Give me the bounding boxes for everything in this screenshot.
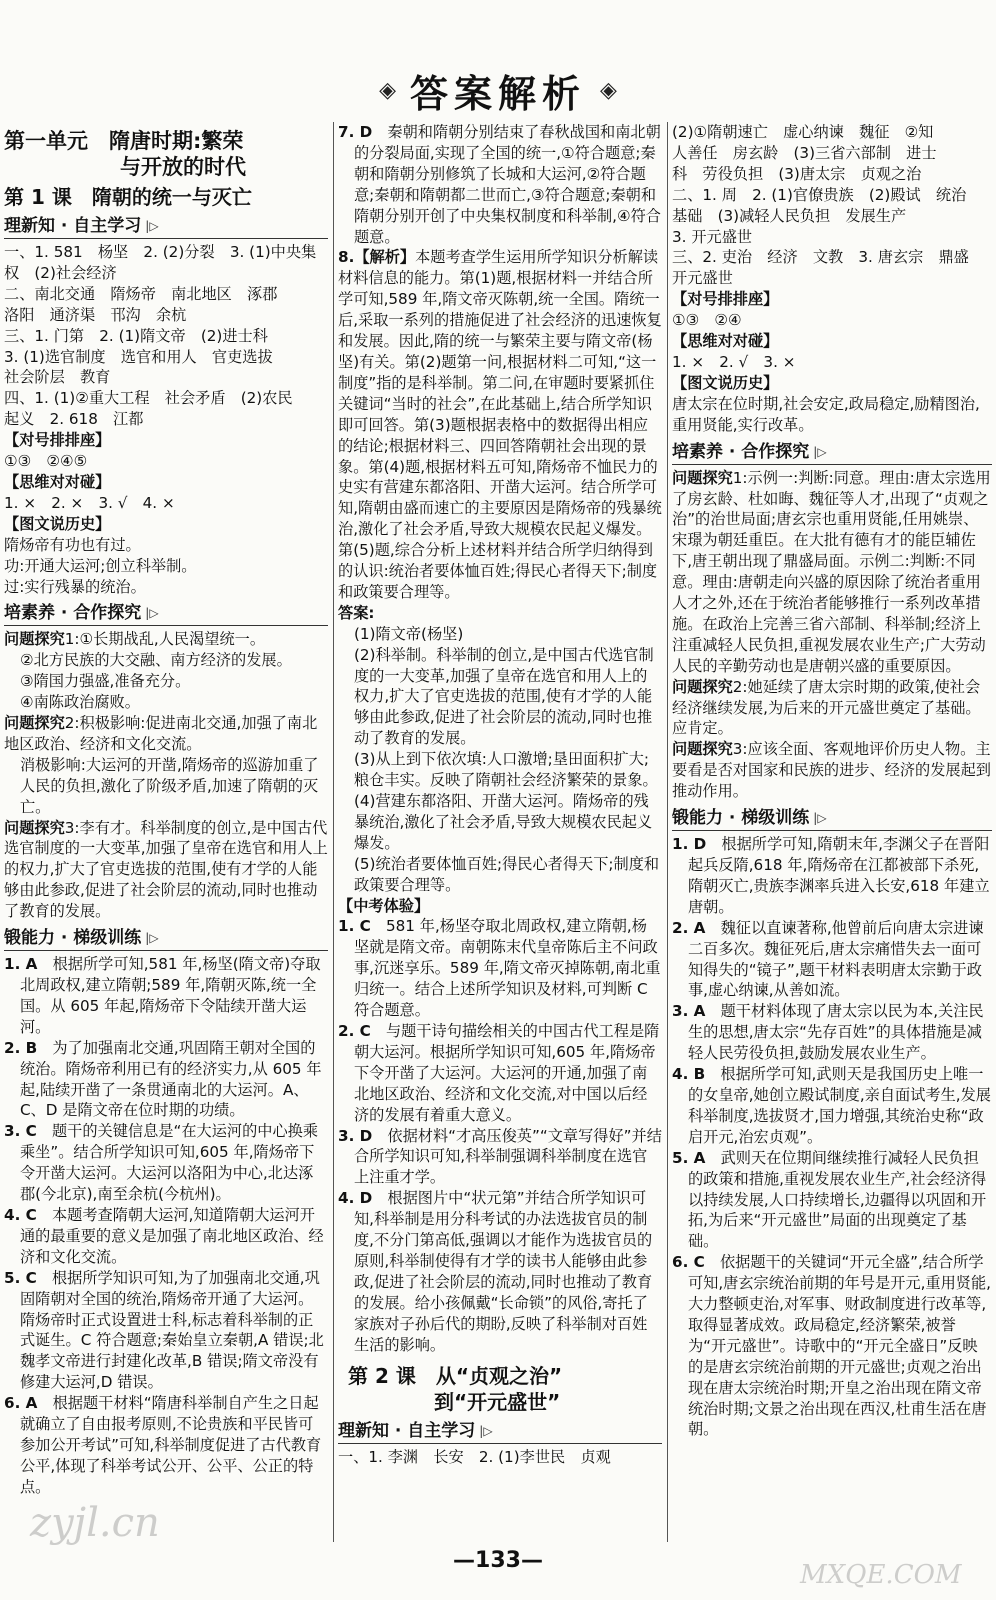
section-heading: 理新知 · 自主学习 |▷ — [338, 1419, 662, 1444]
answer-explanation: 为了加强南北交通,巩固隋王朝对全国的统治。隋炀帝利用已有的经济实力,从 605 年起,陆续开凿了一条贯通南北的大运河。A、C、D 是隋文帝在位时期的功绩。 — [19, 1038, 322, 1120]
text-line: (3)从上到下依次填:人口激增;垦田面积扩大;粮仓丰实。反映了隋朝社会经济繁荣的景象。 — [353, 750, 658, 790]
answer-item — [672, 1252, 992, 1440]
tuwen-answer — [4, 535, 328, 598]
text-line: (1)隋文帝(杨坚) — [353, 624, 464, 643]
answer-list — [338, 122, 662, 247]
tag-duihao: 【对号排排座】 — [672, 290, 779, 309]
inquiry-2: 问题探究2:她延续了唐太宗时期的政策,使社会经济继续发展,为后来的开元盛世奠定了基础。应肯定。 — [672, 677, 981, 738]
answer-key: 5. A — [672, 1148, 721, 1167]
left-ornament: ◈ — [379, 77, 396, 103]
answer-explanation: 根据所学可知,隋朝末年,李渊父子在晋阳起兵反隋,618 年,隋炀帝在江都被部下杀死,隋朝灭亡,贵族李渊率兵进入长安,618 年建立唐朝。 — [687, 835, 990, 916]
answer-item — [4, 1038, 328, 1122]
unit-title: 第一单元 隋唐时期:繁荣 与开放的时代 — [4, 129, 246, 179]
inquiry-1-points — [4, 650, 328, 713]
lesson-title: 第 2 课 从“贞观之治” 到“开元盛世” — [348, 1364, 563, 1415]
watermark-right: MXQE.COM — [800, 1560, 962, 1590]
answer-explanation: 本题考查隋朝大运河,知道隋朝大运河开通的最重要的意义是加强了南北地区政治、经济和文化交流。 — [19, 1205, 324, 1266]
question-8-answers — [338, 624, 662, 896]
answer-explanation: 与题干诗句描绘相关的中国古代工程是隋朝大运河。根据所学知识可知,605 年,隋炀帝下令开凿了大运河。大运河的开通,加强了南北地区政治、经济和文化交流,对中国以后经济的发展有着重大意义。 — [353, 1021, 660, 1124]
tag-duihao: 【对号排排座】 — [4, 431, 111, 450]
answer-explanation: 秦朝和隋朝分别结束了春秋战国和南北朝的分裂局面,实现了全国的统一,①符合题意;秦朝和隋朝分别修筑了长城和大运河,②符合题意;秦朝和隋朝都二世而亡,③符合题意;秦朝和隋朝分别开创了中央集权制度和科举制,④符合题意。 — [353, 123, 661, 246]
tag-siwei: 【思维对对碰】 — [672, 332, 779, 351]
answer-item — [338, 122, 662, 247]
text-line: 社会阶层 教育 — [4, 368, 111, 387]
answer-item — [4, 1393, 328, 1498]
inquiry-1: 问题探究1:①长期战乱,人民渴望统一。 — [4, 630, 266, 649]
answer-key: 5. C — [4, 1268, 52, 1287]
page-title: 答案解析 — [409, 71, 586, 116]
answer-explanation: 根据题干材料“隋唐科举制自产生之日起就确立了自由报考原则,不论贵族和平民皆可参加公开考试”可知,科举制度促进了古代教育公平,体现了科举考试公开、公平、公正的特点。 — [19, 1394, 322, 1496]
inquiry-2: 问题探究2:积极影响:促进南北交通,加强了南北地区政治、经济和文化交流。 — [4, 714, 318, 753]
text-line: 四、1. (1)②重大工程 社会矛盾 (2)农民 — [4, 389, 293, 408]
text-line: ③隋国力强盛,准备充分。 — [19, 672, 191, 691]
answer-explanation: 依据材料“才高压俊英”“文章写得好”并结合所学知识可知,科举制强调科举制度在选官上注重才学。 — [353, 1126, 662, 1187]
text-line: 三、2. 吏治 经济 文教 3. 唐玄宗 鼎盛 — [672, 248, 969, 267]
inquiry-3: 问题探究3:李有才。科举制度的创立,是中国古代选官制度的一大变革,加强了皇帝在选官和用人上的权力,扩大了官吏选拔的范围,使有才学的人能够由此参政,促进了社会阶层的流动,同时也推动了教育的发展。 — [4, 818, 328, 921]
answer-key: 6. C — [672, 1253, 720, 1272]
text-line: 二、南北交通 隋炀帝 南北地区 涿郡 — [4, 284, 278, 303]
text-line: (4)营建东都洛阳、开凿大运河。隋炀帝的残暴统治,激化了社会矛盾,导致大规模农民起义爆发。 — [353, 792, 653, 852]
answer-explanation: 题干材料体现了唐太宗以民为本,关注民生的思想,唐太宗“先存百姓”的具体措施是减轻人民劳役负担,鼓励发展农业生产。 — [687, 1002, 984, 1063]
answer-explanation: 581 年,杨坚夺取北周政权,建立隋朝,杨坚就是隋文帝。南朝陈末代皇帝陈后主不问政事,沉迷享乐。589 年,隋文帝灭掉陈朝,南北重归统一。结合上述所学知识及材料,可判断 C 符合题意。 — [353, 917, 661, 1020]
right-ornament: ◈ — [600, 77, 617, 103]
answer-key: 6. A — [4, 1394, 53, 1413]
text-line: (2)科举制。科举制的创立,是中国古代选官制度的一大变革,加强了皇帝在选官和用人上的权力,扩大了官吏选拔的范围,使有才学的人能够由此参政,促进了社会阶层的流动,同时也推动了教育的发展。 — [353, 645, 654, 748]
section-heading: 培素养 · 合作探究 |▷ — [4, 601, 328, 626]
answer-key: 4. D — [338, 1189, 388, 1208]
answer-explanation: 武则天在位期间继续推行减轻人民负担的政策和措施,重视发展农业生产,社会经济得以持续发展,人口持续增长,边疆得以巩固和开拓,为后来“开元盛世”局面的出现奠定了基础。 — [687, 1148, 987, 1251]
text-line: 三、1. 门第 2. (1)隋文帝 (2)进士科 — [4, 326, 268, 345]
text-line: (5)统治者要体恤百姓;得民心者得天下;制度和政策要合理等。 — [353, 854, 660, 894]
text-line: 基础 (3)减轻人民负担 发展生产 — [672, 206, 907, 225]
answer-key: 1. A — [4, 955, 53, 974]
answer-item — [338, 1126, 662, 1189]
answer-explanation: 依据题干的关键词“开元全盛”,结合所学可知,唐玄宗统治前期的年号是开元,重用贤能,大力整顿吏治,对军事、财政制度进行改革等,取得显著成效。政局稳定,经济繁荣,被誉为“开元盛世”。诗歌中的“开元全盛日”反映的是唐玄宗统治前期的开元盛世;贞观之治出现在唐太宗统治时期;开皇之治出现在隋文帝统治时期;文景之治出现在西汉,杜甫生活在唐朝。 — [687, 1253, 991, 1439]
answer-label: 答案: — [338, 603, 375, 622]
text-line: 人善任 房玄龄 (3)三省六部制 进士 — [672, 143, 937, 162]
answer-key: 1. D — [672, 835, 722, 854]
question-8: 8.【解析】本题考查学生运用所学知识分析解读材料信息的能力。第(1)题,根据材料一并结合所学可知,589 年,隋文帝灭陈朝,统一全国。隋统一后,采取一系列的措施促进了社会经济的迅速恢复和发展。因此,隋的统一与繁荣主要与隋文帝(杨坚)有关。第(2)题第一问,根据材料二可知,“这一制度”指的是科举制。第二问,在审题时要紧抓住关键词“当时的社会”,在此基础上,结合所学知识即可回答。第(3)题根据表格中的数据得出相应的结论;根据材料三、四回答隋朝社会出现的景象。第(4)题,根据材料五可知,隋炀帝不恤民力的史实有营建东都洛阳、开凿大运河。结合所学可知,隋朝由盛而速亡的主要原因是隋炀帝的残暴统治,激化了社会矛盾,导致大规模农民起义爆发。第(5)题,综合分析上述材料并结合所学归纳得到的认识:统治者要体恤百姓;得民心者得天下;制度和政策要合理等。 — [338, 248, 662, 601]
watermark-left: zyjl.cn — [30, 1500, 160, 1546]
exam-answers — [338, 916, 662, 1355]
answer-item — [672, 1001, 992, 1064]
answer-key: 2. A — [672, 918, 721, 937]
text-line: 隋炀帝有功也有过。 — [4, 535, 141, 554]
lesson-title: 第 1 课 隋朝的统一与灭亡 — [4, 185, 252, 209]
fill-in-answers — [4, 242, 328, 430]
answer-key: 7. D — [338, 123, 388, 141]
siwei-answer: 1. × 2. √ 3. × — [672, 352, 796, 371]
answer-explanation: 根据所学可知,581 年,杨坚(隋文帝)夺取北周政权,建立隋朝;589 年,隋朝灭陈,统一全国。从 605 年起,隋炀帝下令陆续开凿大运河。 — [19, 955, 321, 1036]
text-line: 功:开通大运河;创立科举制。 — [4, 556, 197, 575]
answer-key: 1. C — [338, 917, 386, 936]
answer-list — [4, 954, 328, 1498]
text-line: 3. 开元盛世 — [672, 227, 753, 246]
answer-explanation: 题干的关键信息是“在大运河的中心换乘乘坐”。结合所学知识可知,605 年,隋炀帝下令开凿大运河。大运河以洛阳为中心,北达涿郡(今北京),南至余杭(今杭州)。 — [19, 1122, 319, 1204]
tag-tuwen: 【图文说历史】 — [672, 373, 779, 392]
fill-in-answer: 一、1. 李渊 长安 2. (1)李世民 贞观 — [338, 1448, 611, 1467]
tag-zhongkao: 【中考体验】 — [338, 896, 430, 915]
column-2 — [338, 122, 662, 1542]
answer-key: 2. C — [338, 1021, 386, 1040]
answer-list — [672, 834, 992, 1440]
answer-key: 3. A — [672, 1002, 721, 1021]
answer-key: 2. B — [4, 1038, 53, 1057]
duihao-answer: ①③ ②④⑤ — [4, 452, 88, 471]
answer-item — [338, 916, 662, 1021]
text-line: 二、1. 周 2. (1)官僚贵族 (2)殿试 统治 — [672, 185, 967, 204]
inquiry-2b: 消极影响:大运河的开凿,隋炀帝的巡游加重了人民的负担,激化了阶级矛盾,加速了隋朝的灭亡。 — [19, 755, 319, 816]
text-line: 权 (2)社会经济 — [4, 263, 117, 282]
text-line: ②北方民族的大交融、南方经济的发展。 — [19, 651, 292, 670]
siwei-answer: 1. × 2. × 3. √ 4. × — [4, 493, 175, 512]
inquiry-3: 问题探究3:应该全面、客观地评价历史人物。主要看是否对国家和民族的进步、经济的发展起到推动作用。 — [672, 740, 991, 801]
text-line: 洛阳 通济渠 邗沟 余杭 — [4, 305, 187, 324]
section-heading: 培素养 · 合作探究 |▷ — [672, 440, 992, 465]
answer-key: 4. B — [672, 1065, 721, 1084]
column-3 — [672, 122, 992, 1542]
inquiry-1: 问题探究1:示例一:判断:同意。理由:唐太宗选用了房玄龄、杜如晦、魏征等人才,出现了“贞观之治”的治世局面;唐玄宗也重用贤能,任用姚崇、宋璟为朝廷重臣。在大批有德有才的能臣辅佐下,唐王朝出现了鼎盛局面。示例二:判断:不同意。理由:唐朝走向兴盛的原因除了统治者重用人才之外,还在于统治者能够推行一系列改革措施。在政治上完善三省六部制、科举制;经济上注重减轻人民负担,重视发展农业生产;广大劳动人民的辛勤劳动也是唐朝兴盛的重要原因。 — [672, 468, 991, 675]
column-divider — [667, 122, 668, 1542]
section-heading: 锻能力 · 梯级训练 |▷ — [4, 926, 328, 951]
answer-key: 3. C — [4, 1122, 52, 1141]
fill-in-answers — [672, 122, 992, 289]
page-header — [0, 64, 996, 116]
text-line: 起义 2. 618 江都 — [4, 410, 144, 429]
answer-explanation: 魏征以直谏著称,他曾前后向唐太宗进谏二百多次。魏征死后,唐太宗痛惜失去一面可知得失的“镜子”,题干材料表明唐太宗勤于政事,虚心纳谏,从善如流。 — [687, 918, 984, 1000]
tag-siwei: 【思维对对碰】 — [4, 472, 111, 491]
answer-item — [4, 1268, 328, 1393]
answer-explanation: 根据所学知识可知,为了加强南北交通,巩固隋朝对全国的统治,隋炀帝开通了大运河。隋炀帝时正式设置进士科,标志着科举制的正式诞生。C 符合题意;秦始皇立秦朝,A 错误;北魏孝文帝进行封建化改革,B 错误;隋文帝没有修建大运河,D 错误。 — [19, 1268, 324, 1392]
answer-item — [4, 1121, 328, 1205]
tag-tuwen: 【图文说历史】 — [4, 514, 111, 533]
answer-explanation: 根据图片中“状元第”并结合所学知识可知,科举制是用分科考试的办法选拔官员的制度,不分门第高低,强调以才能作为选拔官员的原则,科举制使得有才学的读书人能够由此参政,促进了社会阶层的流动,同时也推动了教育的发展。给小孩佩戴“长命锁”的风俗,寄托了家族对子孙后代的期盼,反映了科举制对百姓生活的影响。 — [353, 1189, 653, 1354]
duihao-answer: ①③ ②④ — [672, 311, 742, 330]
answer-key: 4. C — [4, 1205, 52, 1224]
section-heading: 理新知 · 自主学习 |▷ — [4, 214, 328, 239]
answer-item — [672, 834, 992, 918]
text-line: ④南陈政治腐败。 — [19, 693, 140, 712]
answer-key: 3. D — [338, 1126, 388, 1145]
text-line: 科 劳役负担 (3)唐太宗 贞观之治 — [672, 164, 922, 183]
text-line: 过:实行残暴的统治。 — [4, 577, 146, 596]
text-line: (2)①隋朝速亡 虚心纳谏 魏征 ②知 — [672, 123, 934, 141]
answer-item — [4, 1205, 328, 1268]
text-line: 一、1. 581 杨坚 2. (2)分裂 3. (1)中央集 — [4, 243, 317, 261]
text-line: 3. (1)选官制度 选官和用人 官吏选拔 — [4, 347, 273, 366]
answer-explanation: 根据所学可知,武则天是我国历史上唯一的女皇帝,她创立殿试制度,亲自面试考生,发展科举制度,选拔贤才,国力增强,其统治史称“政启开元,治宏贞观”。 — [687, 1065, 991, 1146]
section-heading: 锻能力 · 梯级训练 |▷ — [672, 806, 992, 831]
text-line: 开元盛世 — [672, 269, 733, 288]
column-1 — [4, 122, 328, 1542]
answer-item — [672, 1064, 992, 1148]
answer-item — [4, 954, 328, 1038]
column-divider — [333, 122, 334, 1542]
answer-item — [338, 1021, 662, 1126]
answer-item — [672, 918, 992, 1002]
answer-item — [338, 1188, 662, 1355]
tuwen-answer: 唐太宗在位时期,社会安定,政局稳定,励精图治,重用贤能,实行改革。 — [672, 394, 980, 434]
page-number: —133— — [453, 1548, 543, 1573]
answer-item — [672, 1148, 992, 1253]
